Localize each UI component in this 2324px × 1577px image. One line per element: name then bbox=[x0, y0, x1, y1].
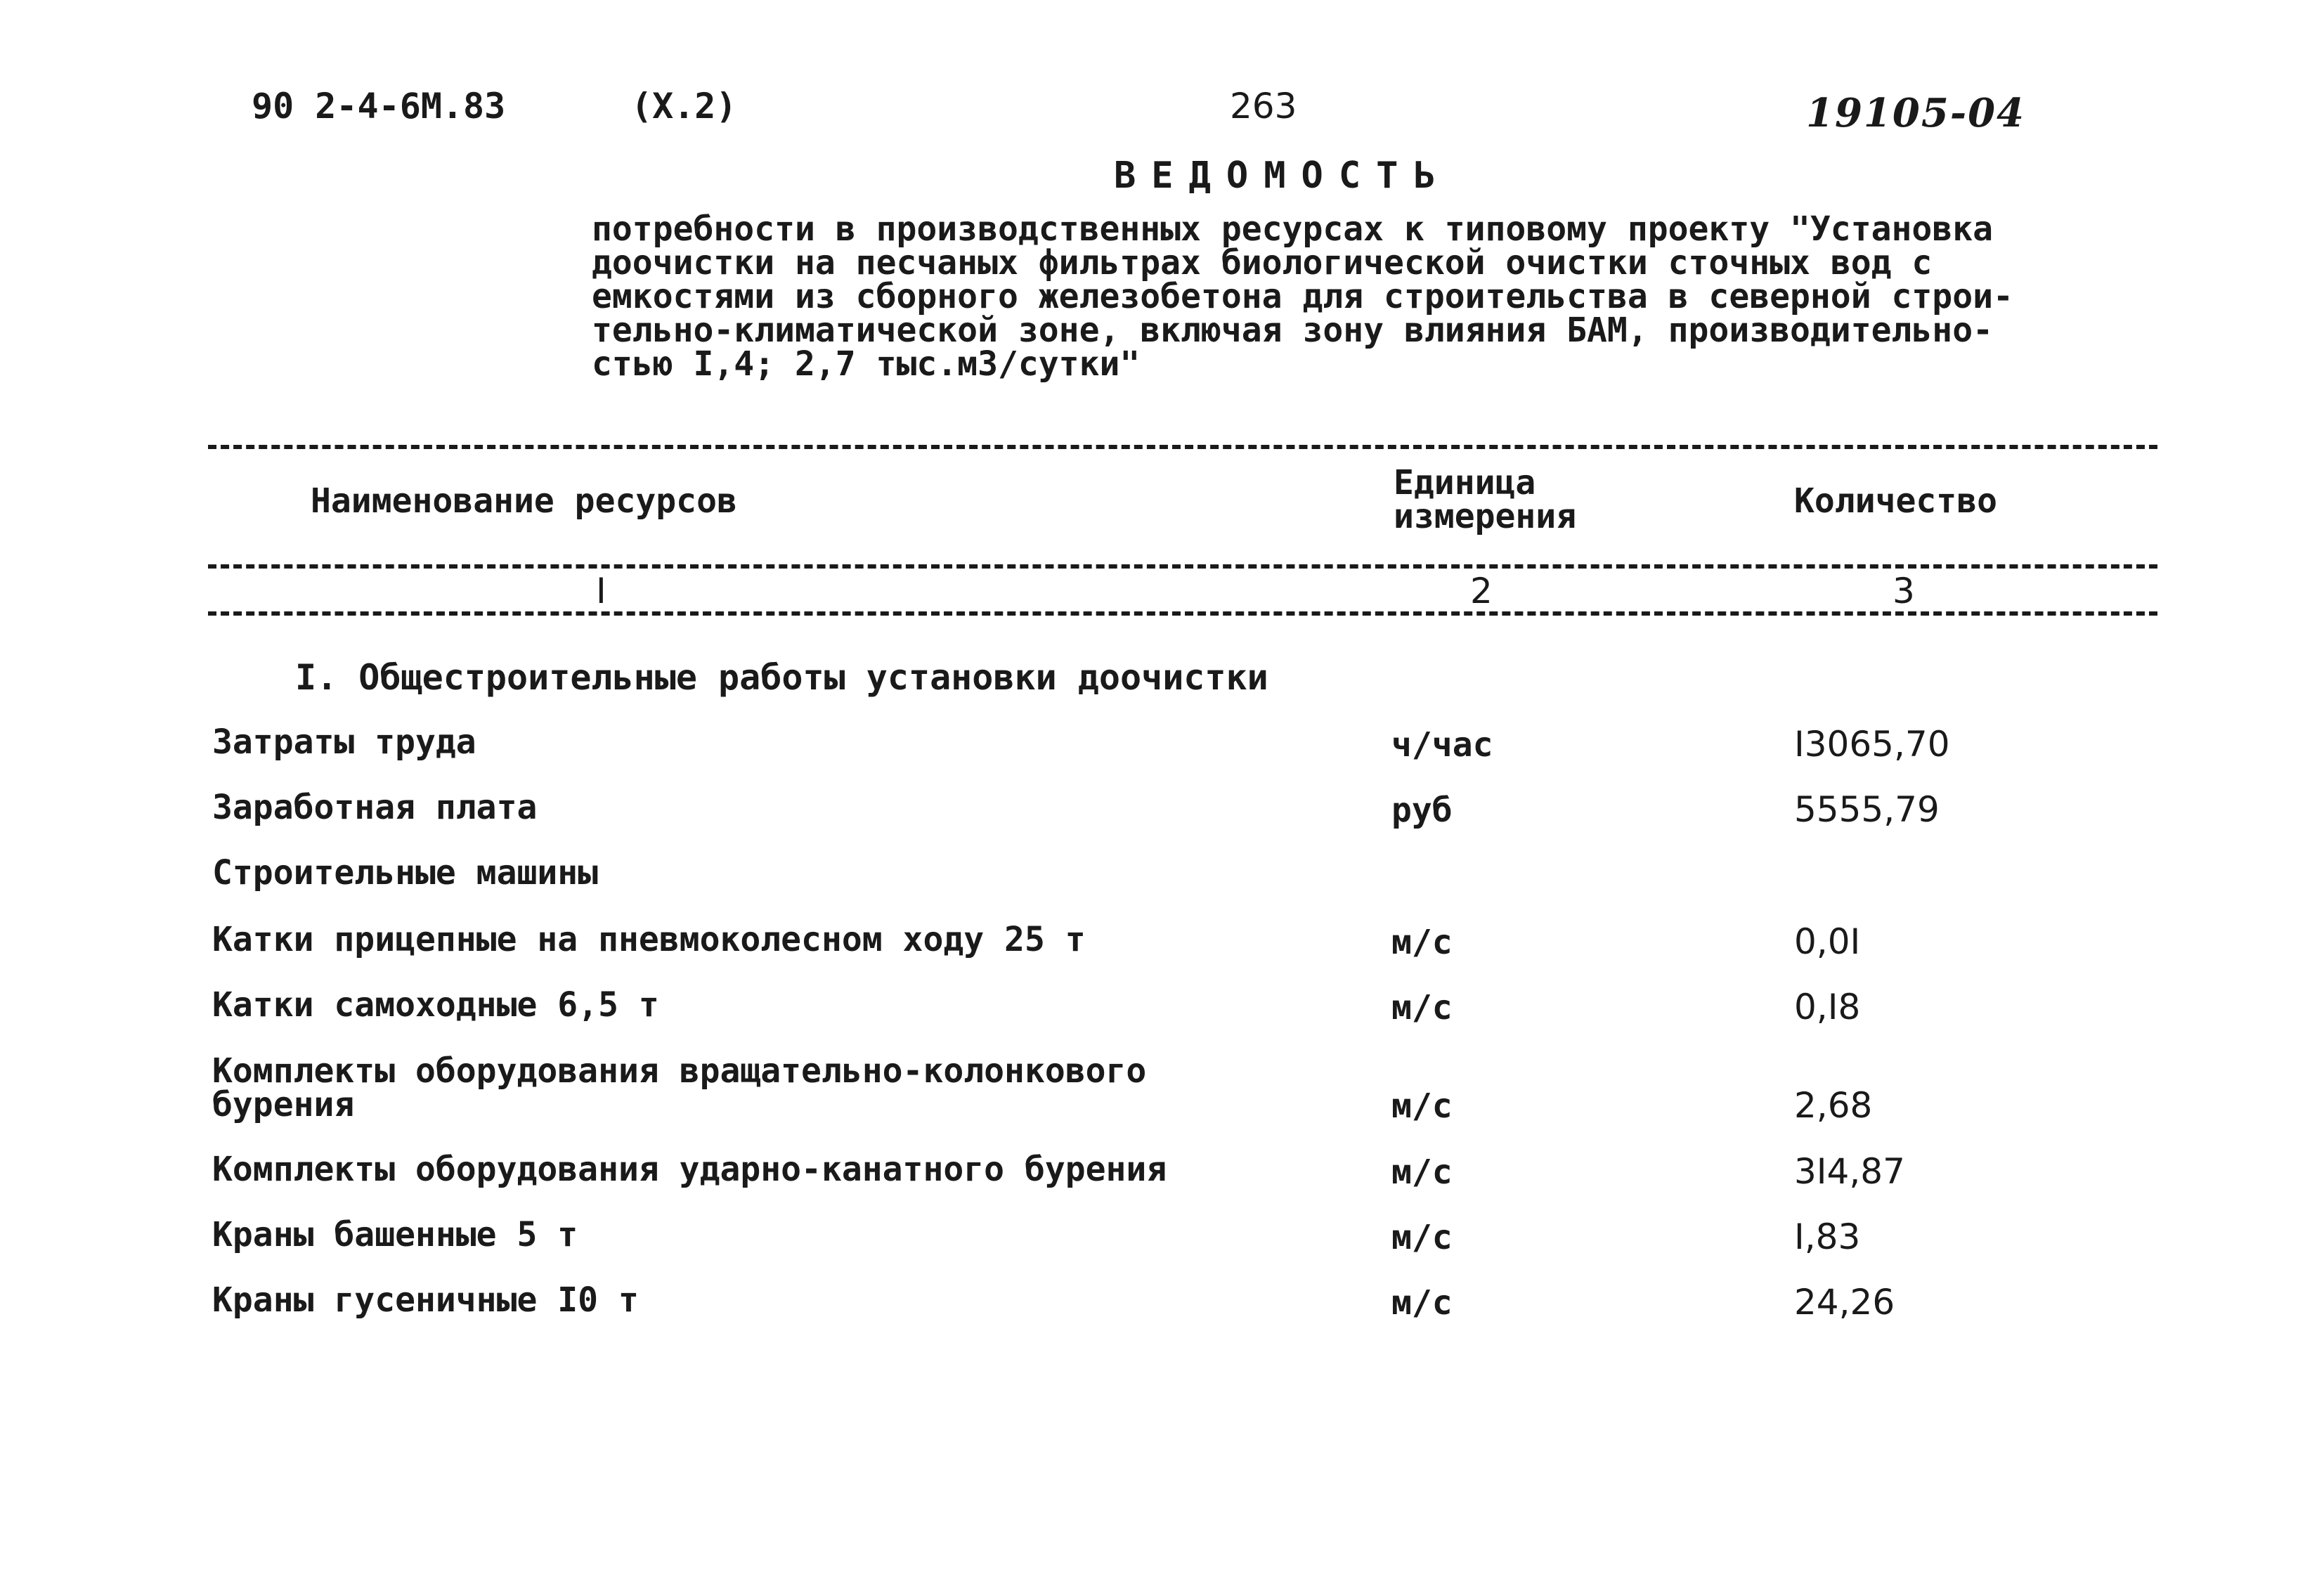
document-title: ВЕДОМОСТЬ bbox=[1114, 155, 1451, 197]
table-row-quantity: 5555,79 bbox=[1794, 789, 1940, 830]
table-row-unit: ч/час bbox=[1391, 725, 1493, 765]
table-row-quantity: 0,I8 bbox=[1794, 987, 1861, 1027]
description-line: емкостями из сборного железобетона для строительства в северной строи- bbox=[592, 277, 2013, 316]
column-header-unit bbox=[1394, 463, 1577, 536]
table-row-quantity: I,83 bbox=[1794, 1216, 1861, 1257]
table-row-name: Катки самоходные 6,5 т bbox=[212, 985, 659, 1025]
table-row-unit: м/с bbox=[1391, 988, 1453, 1027]
column-header-name: Наименование ресурсов bbox=[311, 481, 737, 521]
table-row-unit: м/с bbox=[1391, 923, 1453, 962]
table-numbering-rule bbox=[208, 611, 2157, 616]
table-row-name: Затраты труда bbox=[212, 722, 476, 762]
table-top-rule bbox=[208, 445, 2157, 449]
table-row-unit: руб bbox=[1391, 791, 1453, 830]
table-row-name: Катки прицепные на пневмоколесном ходу 25 т bbox=[212, 920, 1086, 959]
table-row-name: Краны гусеничные I0 т bbox=[212, 1280, 639, 1320]
table-row-name: Строительные машины bbox=[212, 853, 599, 893]
column-number-2: 2 bbox=[1470, 571, 1493, 611]
table-row-name: Краны башенные 5 т bbox=[212, 1215, 578, 1254]
table-row-quantity: 24,26 bbox=[1794, 1282, 1895, 1323]
column-number-1: I bbox=[596, 571, 606, 611]
table-row-quantity: I3065,70 bbox=[1794, 724, 1950, 765]
table-row-quantity: 0,0I bbox=[1794, 921, 1861, 962]
sheet-designation: (X.2) bbox=[631, 86, 737, 126]
description-line: доочистки на песчаных фильтрах биологической очистки сточных вод с bbox=[592, 243, 1933, 283]
table-row-name-line: бурения bbox=[212, 1085, 355, 1124]
document-code: 90 2-4-6М.83 bbox=[252, 86, 506, 126]
page-number: 263 bbox=[1230, 86, 1297, 126]
document-description bbox=[592, 209, 2013, 384]
description-line: тельно-климатической зоне, включая зону влияния БАМ, производительно- bbox=[592, 311, 1993, 350]
table-row-name: Заработная плата bbox=[212, 788, 538, 827]
table-header-rule bbox=[208, 564, 2157, 569]
table-row-unit: м/с bbox=[1391, 1153, 1453, 1192]
table-row-quantity: 3I4,87 bbox=[1794, 1151, 1905, 1192]
table-row-name bbox=[212, 1051, 1147, 1124]
table-row-name: Комплекты оборудования ударно-канатного бурения bbox=[212, 1150, 1167, 1189]
archive-number: 19105-04 bbox=[1806, 90, 2025, 136]
table-row-unit: м/с bbox=[1391, 1086, 1453, 1126]
column-number-3: 3 bbox=[1893, 571, 1915, 611]
column-header-quantity: Количество bbox=[1794, 481, 1997, 521]
table-row-name-line: Комплекты оборудования вращательно-колонкового bbox=[212, 1051, 1147, 1091]
table-row-quantity: 2,68 bbox=[1794, 1085, 1873, 1126]
description-line: потребности в производственных ресурсах к типовому проекту "Установка bbox=[592, 209, 1993, 249]
column-header-unit-line: Единица bbox=[1394, 463, 1536, 502]
table-row-unit: м/с bbox=[1391, 1218, 1453, 1257]
section-title: I. Общестроительные работы установки доочистки bbox=[295, 657, 1268, 698]
column-header-unit-line: измерения bbox=[1394, 497, 1577, 536]
description-line: стью I,4; 2,7 тыс.м3/сутки" bbox=[592, 344, 1141, 384]
table-row-unit: м/с bbox=[1391, 1283, 1453, 1323]
